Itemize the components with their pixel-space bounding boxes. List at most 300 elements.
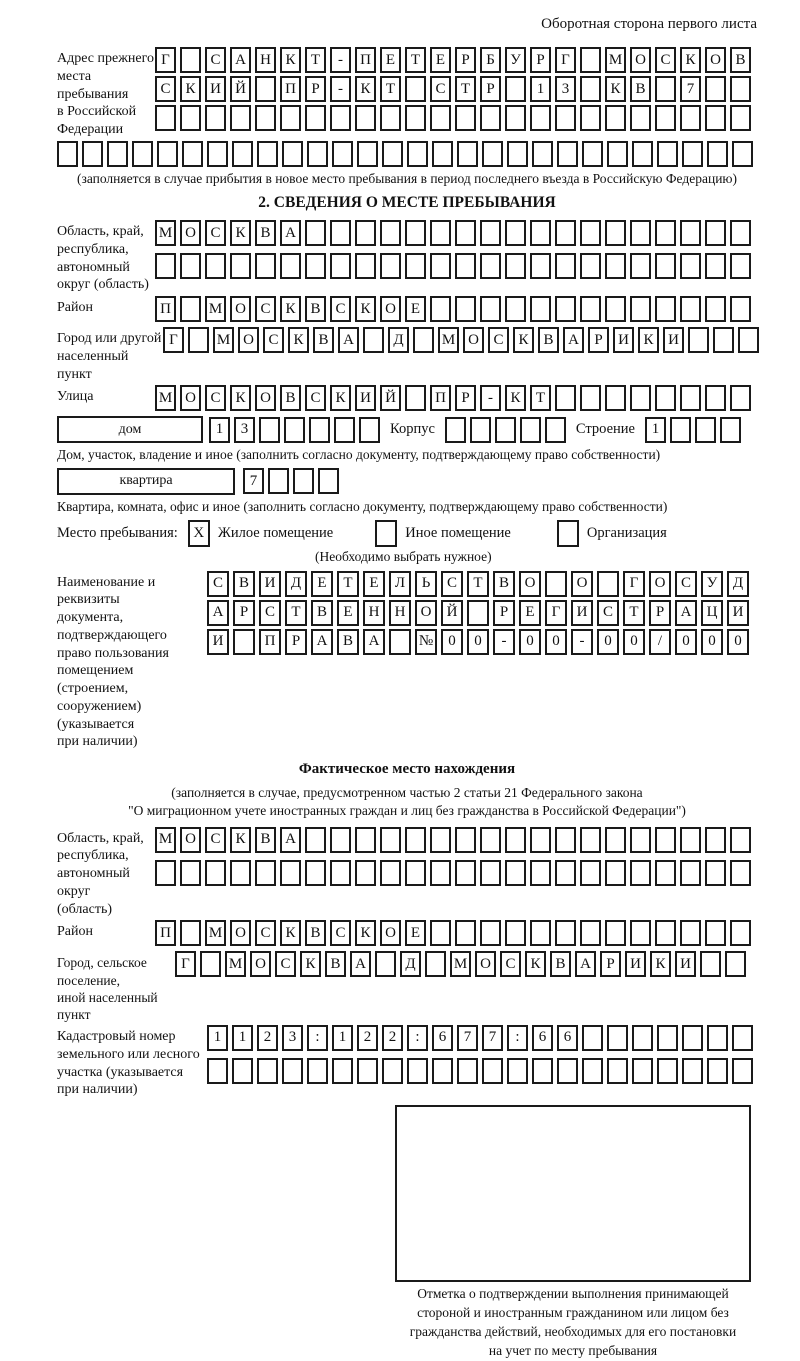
- char-cell: [630, 253, 651, 279]
- char-cell: Г: [545, 600, 567, 626]
- city-row: [163, 327, 763, 353]
- char-cell: [389, 629, 411, 655]
- char-cell: [682, 1058, 703, 1084]
- char-cell: К: [288, 327, 309, 353]
- actual-city-row: [175, 951, 757, 977]
- cadastral-rows: [207, 1025, 757, 1091]
- char-cell: [632, 1058, 653, 1084]
- document-row-3: [207, 629, 757, 655]
- char-cell: Т: [337, 571, 359, 597]
- char-cell: [405, 76, 426, 102]
- char-cell: [580, 920, 601, 946]
- char-cell: В: [255, 827, 276, 853]
- char-cell: К: [638, 327, 659, 353]
- char-cell: [232, 1058, 253, 1084]
- char-cell: К: [650, 951, 671, 977]
- char-cell: [680, 827, 701, 853]
- char-cell: 7: [243, 468, 264, 494]
- char-cell: [655, 253, 676, 279]
- char-cell: [188, 327, 209, 353]
- char-cell: О: [630, 47, 651, 73]
- char-cell: [425, 951, 446, 977]
- char-cell: С: [275, 951, 296, 977]
- stay-type-label: Место пребывания:: [57, 524, 178, 541]
- char-cell: [730, 76, 751, 102]
- char-cell: [405, 253, 426, 279]
- char-cell: [680, 860, 701, 886]
- char-cell: [205, 860, 226, 886]
- stay-option-other-checkbox[interactable]: [375, 520, 397, 547]
- char-cell: С: [488, 327, 509, 353]
- char-cell: 2: [382, 1025, 403, 1051]
- char-cell: М: [155, 220, 176, 246]
- char-cell: К: [280, 296, 301, 322]
- char-cell: С: [259, 600, 281, 626]
- char-cell: О: [230, 920, 251, 946]
- char-cell: С: [263, 327, 284, 353]
- char-cell: Г: [623, 571, 645, 597]
- char-cell: О: [180, 385, 201, 411]
- char-cell: [455, 296, 476, 322]
- char-cell: [730, 105, 751, 131]
- char-cell: [230, 253, 251, 279]
- char-cell: [380, 827, 401, 853]
- city-block: [57, 327, 757, 383]
- stay-option-residential-checkbox[interactable]: X: [188, 520, 210, 547]
- char-cell: [580, 827, 601, 853]
- char-cell: [255, 253, 276, 279]
- char-cell: [330, 253, 351, 279]
- char-cell: К: [280, 47, 301, 73]
- korpus-label: Корпус: [390, 421, 435, 438]
- char-cell: [207, 141, 228, 167]
- char-cell: [155, 253, 176, 279]
- char-cell: [555, 860, 576, 886]
- label-line: "О миграционном учете иностранных граждан и лиц без гражданства в Российской Федерации"): [128, 803, 686, 819]
- stay-option-organization-label: Организация: [586, 524, 667, 541]
- char-cell: [357, 141, 378, 167]
- char-cell: [82, 141, 103, 167]
- char-cell: [480, 253, 501, 279]
- char-cell: Е: [311, 571, 333, 597]
- char-cell: [630, 860, 651, 886]
- char-cell: Ь: [415, 571, 437, 597]
- apartment-cells: [243, 468, 343, 494]
- char-cell: [580, 105, 601, 131]
- char-cell: К: [280, 920, 301, 946]
- label-line: право пользования: [57, 645, 169, 661]
- char-cell: 6: [432, 1025, 453, 1051]
- char-cell: [705, 296, 726, 322]
- char-cell: С: [305, 385, 326, 411]
- char-cell: [530, 827, 551, 853]
- char-cell: Г: [163, 327, 184, 353]
- char-cell: О: [380, 920, 401, 946]
- char-cell: Н: [363, 600, 385, 626]
- char-cell: К: [525, 951, 546, 977]
- char-cell: А: [207, 600, 229, 626]
- char-cell: [505, 76, 526, 102]
- char-cell: [482, 1058, 503, 1084]
- confirmation-mark-box: [395, 1105, 751, 1282]
- char-cell: [355, 253, 376, 279]
- char-cell: К: [680, 47, 701, 73]
- char-cell: Р: [493, 600, 515, 626]
- char-cell: К: [230, 385, 251, 411]
- char-cell: [655, 220, 676, 246]
- char-cell: [430, 860, 451, 886]
- char-cell: П: [280, 76, 301, 102]
- char-cell: [705, 860, 726, 886]
- char-cell: [380, 105, 401, 131]
- char-cell: М: [450, 951, 471, 977]
- char-cell: 1: [530, 76, 551, 102]
- char-cell: [455, 920, 476, 946]
- char-cell: В: [255, 220, 276, 246]
- char-cell: Н: [255, 47, 276, 73]
- prev-address-row-1: [155, 47, 757, 73]
- char-cell: Е: [363, 571, 385, 597]
- char-cell: К: [355, 296, 376, 322]
- char-cell: [730, 253, 751, 279]
- house-line: [57, 416, 757, 443]
- char-cell: :: [407, 1025, 428, 1051]
- char-cell: А: [363, 629, 385, 655]
- char-cell: [455, 220, 476, 246]
- char-cell: [607, 1058, 628, 1084]
- char-cell: 6: [557, 1025, 578, 1051]
- char-cell: [545, 571, 567, 597]
- house-box: дом: [57, 416, 203, 443]
- char-cell: [355, 827, 376, 853]
- char-cell: [200, 951, 221, 977]
- char-cell: [413, 327, 434, 353]
- char-cell: М: [155, 385, 176, 411]
- char-cell: [705, 920, 726, 946]
- char-cell: [305, 220, 326, 246]
- char-cell: [707, 1025, 728, 1051]
- char-cell: [705, 385, 726, 411]
- char-cell: [580, 76, 601, 102]
- region-row-1: [155, 220, 757, 246]
- char-cell: [405, 105, 426, 131]
- label-line: автономный: [57, 259, 130, 275]
- char-cell: [330, 220, 351, 246]
- char-cell: [355, 105, 376, 131]
- actual-location-note: [57, 784, 757, 820]
- char-cell: У: [701, 571, 723, 597]
- char-cell: [259, 417, 280, 443]
- char-cell: 0: [675, 629, 697, 655]
- label-line: Город, сельское поселение,: [57, 955, 147, 988]
- char-cell: И: [571, 600, 593, 626]
- char-cell: [405, 385, 426, 411]
- confirmation-mark-caption: [369, 1285, 777, 1361]
- char-cell: [682, 1025, 703, 1051]
- char-cell: [705, 220, 726, 246]
- region-rows: [155, 220, 757, 286]
- char-cell: [180, 105, 201, 131]
- char-cell: Р: [455, 385, 476, 411]
- char-cell: [405, 220, 426, 246]
- char-cell: [657, 1025, 678, 1051]
- char-cell: К: [300, 951, 321, 977]
- char-cell: [630, 385, 651, 411]
- char-cell: В: [233, 571, 255, 597]
- char-cell: [655, 296, 676, 322]
- label-line: населенный пункт: [57, 348, 129, 382]
- char-cell: [430, 220, 451, 246]
- char-cell: :: [307, 1025, 328, 1051]
- char-cell: [632, 141, 653, 167]
- char-cell: [732, 141, 753, 167]
- char-cell: [605, 827, 626, 853]
- char-cell: А: [280, 220, 301, 246]
- char-cell: [530, 220, 551, 246]
- char-cell: [680, 253, 701, 279]
- char-cell: [630, 105, 651, 131]
- street-label: Улица: [57, 389, 94, 405]
- char-cell: М: [213, 327, 234, 353]
- label-line: (область): [57, 901, 113, 917]
- char-cell: [318, 468, 339, 494]
- char-cell: [705, 253, 726, 279]
- char-cell: С: [441, 571, 463, 597]
- char-cell: П: [155, 920, 176, 946]
- char-cell: С: [430, 76, 451, 102]
- region-label: [57, 220, 155, 294]
- char-cell: К: [513, 327, 534, 353]
- char-cell: [580, 220, 601, 246]
- char-cell: Е: [380, 47, 401, 73]
- district-block: [57, 296, 757, 325]
- char-cell: А: [280, 827, 301, 853]
- char-cell: В: [730, 47, 751, 73]
- actual-district-label: Район: [57, 924, 93, 940]
- stay-option-organization-checkbox[interactable]: [557, 520, 579, 547]
- char-cell: [607, 141, 628, 167]
- actual-region-rows: [155, 827, 757, 893]
- char-cell: [555, 827, 576, 853]
- char-cell: С: [255, 296, 276, 322]
- char-cell: Е: [519, 600, 541, 626]
- label-line: Кадастровый номер: [57, 1028, 176, 1044]
- char-cell: [305, 827, 326, 853]
- char-cell: О: [475, 951, 496, 977]
- char-cell: [157, 141, 178, 167]
- label-line: гражданства действий, необходимых для его постановки: [409, 1323, 737, 1339]
- char-cell: [330, 827, 351, 853]
- char-cell: [505, 827, 526, 853]
- stay-option-residential-label: Жилое помещение: [217, 524, 334, 541]
- char-cell: [738, 327, 759, 353]
- char-cell: М: [155, 827, 176, 853]
- char-cell: [232, 141, 253, 167]
- label-line: Область, край,: [57, 224, 144, 240]
- char-cell: Р: [455, 47, 476, 73]
- char-cell: [132, 141, 153, 167]
- label-line: республика,: [57, 848, 129, 864]
- char-cell: Е: [405, 296, 426, 322]
- char-cell: [233, 629, 255, 655]
- char-cell: В: [630, 76, 651, 102]
- char-cell: И: [207, 629, 229, 655]
- char-cell: Е: [405, 920, 426, 946]
- char-cell: [707, 141, 728, 167]
- actual-city-label: [57, 951, 175, 1023]
- char-cell: [430, 253, 451, 279]
- char-cell: [730, 827, 751, 853]
- char-cell: [255, 105, 276, 131]
- house-cells: [209, 417, 384, 443]
- label-line: документа, подтверждающего: [57, 610, 167, 643]
- char-cell: Р: [480, 76, 501, 102]
- char-cell: В: [493, 571, 515, 597]
- char-cell: [630, 827, 651, 853]
- label-line: Город или другой: [57, 331, 162, 347]
- char-cell: [380, 220, 401, 246]
- char-cell: Т: [285, 600, 307, 626]
- stay-type-line: [57, 520, 757, 547]
- char-cell: [545, 417, 566, 443]
- char-cell: Д: [727, 571, 749, 597]
- char-cell: [682, 141, 703, 167]
- char-cell: Р: [305, 76, 326, 102]
- label-line: при наличии): [57, 1082, 138, 1098]
- char-cell: С: [205, 827, 226, 853]
- char-cell: [555, 385, 576, 411]
- char-cell: [407, 141, 428, 167]
- char-cell: [482, 141, 503, 167]
- char-cell: Н: [389, 600, 411, 626]
- char-cell: М: [205, 920, 226, 946]
- char-cell: К: [230, 827, 251, 853]
- char-cell: 7: [482, 1025, 503, 1051]
- char-cell: [730, 860, 751, 886]
- actual-region-block: [57, 827, 757, 919]
- char-cell: [655, 827, 676, 853]
- char-cell: М: [225, 951, 246, 977]
- char-cell: 0: [519, 629, 541, 655]
- char-cell: М: [438, 327, 459, 353]
- char-cell: О: [250, 951, 271, 977]
- char-cell: [480, 296, 501, 322]
- label-line: помещением (строением,: [57, 663, 134, 697]
- char-cell: [230, 105, 251, 131]
- house-caption: Дом, участок, владение и иное (заполнить согласно документу, подтверждающему право собственности): [57, 447, 661, 463]
- char-cell: С: [655, 47, 676, 73]
- stroenie-cells: [645, 417, 745, 443]
- char-cell: У: [505, 47, 526, 73]
- char-cell: -: [330, 76, 351, 102]
- char-cell: В: [305, 920, 326, 946]
- char-cell: [455, 860, 476, 886]
- char-cell: [375, 951, 396, 977]
- char-cell: А: [311, 629, 333, 655]
- char-cell: [680, 385, 701, 411]
- char-cell: Г: [555, 47, 576, 73]
- char-cell: [57, 141, 78, 167]
- char-cell: [332, 141, 353, 167]
- char-cell: 2: [257, 1025, 278, 1051]
- char-cell: [725, 951, 746, 977]
- label-line: Область, край,: [57, 830, 144, 846]
- char-cell: С: [675, 571, 697, 597]
- char-cell: [305, 105, 326, 131]
- char-cell: [230, 860, 251, 886]
- street-block: [57, 385, 757, 414]
- actual-location-title: Фактическое место нахождения: [298, 761, 516, 778]
- char-cell: Т: [467, 571, 489, 597]
- char-cell: [293, 468, 314, 494]
- char-cell: И: [205, 76, 226, 102]
- char-cell: [205, 253, 226, 279]
- char-cell: [657, 1058, 678, 1084]
- apartment-caption: Квартира, комната, офис и иное (заполнить согласно документу, подтверждающему право собственности): [57, 498, 668, 514]
- char-cell: [655, 860, 676, 886]
- char-cell: Ц: [701, 600, 723, 626]
- char-cell: [605, 105, 626, 131]
- char-cell: [580, 47, 601, 73]
- char-cell: [695, 417, 716, 443]
- char-cell: О: [180, 220, 201, 246]
- char-cell: [284, 417, 305, 443]
- district-row: [155, 296, 757, 322]
- label-line: земельного или лесного: [57, 1046, 200, 1062]
- label-line: округ (область): [57, 277, 149, 293]
- char-cell: Р: [588, 327, 609, 353]
- char-cell: Р: [285, 629, 307, 655]
- char-cell: [430, 296, 451, 322]
- char-cell: [495, 417, 516, 443]
- char-cell: [280, 105, 301, 131]
- char-cell: [282, 1058, 303, 1084]
- char-cell: [432, 141, 453, 167]
- region-block: [57, 220, 757, 294]
- char-cell: [730, 296, 751, 322]
- char-cell: В: [337, 629, 359, 655]
- char-cell: -: [330, 47, 351, 73]
- char-cell: К: [505, 385, 526, 411]
- char-cell: [530, 296, 551, 322]
- char-cell: [255, 860, 276, 886]
- char-cell: [282, 141, 303, 167]
- char-cell: [505, 860, 526, 886]
- char-cell: А: [575, 951, 596, 977]
- char-cell: [555, 296, 576, 322]
- prev-address-rows: [155, 47, 757, 134]
- label-line: стороной и иностранным гражданином или лицом без: [417, 1304, 729, 1320]
- char-cell: [680, 220, 701, 246]
- actual-region-row-1: [155, 827, 757, 853]
- char-cell: [445, 417, 466, 443]
- char-cell: И: [625, 951, 646, 977]
- char-cell: О: [415, 600, 437, 626]
- char-cell: Л: [389, 571, 411, 597]
- cadastral-block: [57, 1025, 757, 1099]
- char-cell: О: [705, 47, 726, 73]
- char-cell: [605, 920, 626, 946]
- char-cell: [457, 141, 478, 167]
- apartment-line: [57, 468, 757, 495]
- char-cell: 1: [232, 1025, 253, 1051]
- document-label: [57, 571, 207, 752]
- char-cell: [520, 417, 541, 443]
- char-cell: [280, 860, 301, 886]
- prev-address-row-3: [155, 105, 757, 131]
- char-cell: О: [238, 327, 259, 353]
- char-cell: [155, 860, 176, 886]
